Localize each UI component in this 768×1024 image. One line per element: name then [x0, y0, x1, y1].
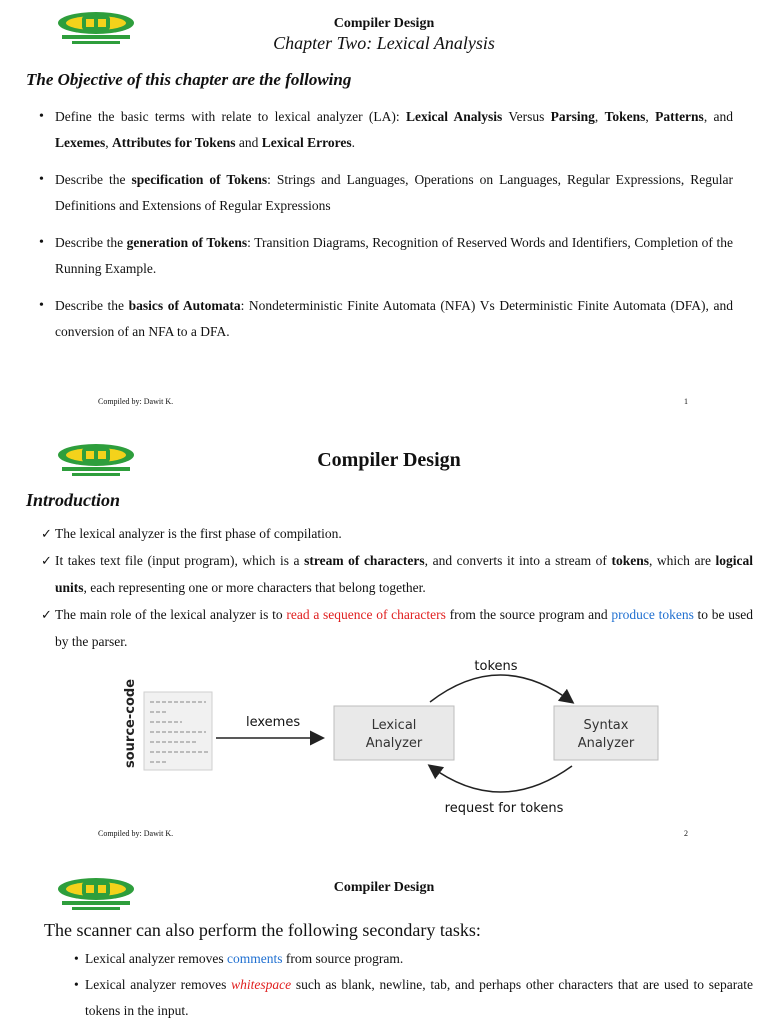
page-title: Compiler Design	[317, 449, 461, 471]
chapter-title: Chapter Two: Lexical Analysis	[273, 33, 495, 53]
page-number: 2	[684, 829, 688, 838]
lexical-analyzer-box	[334, 706, 454, 760]
list-item: • Lexical analyzer removes comments from source program.	[76, 946, 753, 972]
list-item: ✓ It takes text file (input program), which is a stream of characters, and converts it into a stream of tokens, which are logical units, each representing one or more characters that belong together.	[41, 547, 753, 601]
lexemes-label: lexemes	[246, 715, 301, 730]
objective-list	[36, 104, 733, 345]
tokens-label: tokens	[474, 659, 518, 674]
page-3	[0, 866, 768, 1024]
request-arrow	[430, 766, 572, 792]
lexical-analyzer-diagram	[112, 650, 672, 826]
list-item: ✓ The main role of the lexical analyzer is to read a sequence of characters from the source program and produce tokens to be used by the parser.	[41, 601, 753, 655]
lexical-analyzer-label: Lexical	[371, 718, 417, 733]
list-item: • Lexical analyzer removes whitespace such as blank, newline, tab, and perhaps other characters that are used to separate tokens in the input.	[76, 972, 753, 1024]
tokens-arrow	[430, 675, 572, 702]
check-icon: ✓	[41, 526, 52, 541]
source-code-box	[144, 692, 212, 770]
section-heading: The scanner can also perform the following secondary tasks:	[44, 920, 481, 940]
list-item: ✓ The lexical analyzer is the first phase of compilation.	[41, 520, 753, 547]
lexical-analyzer-label-2: Analyzer	[365, 736, 423, 751]
syntax-analyzer-box	[554, 706, 658, 760]
footer-author: Compiled by: Dawit K.	[98, 829, 174, 838]
intro-list	[41, 520, 753, 655]
syntax-analyzer-label-2: Analyzer	[577, 736, 635, 751]
check-icon: ✓	[41, 607, 52, 622]
source-code-label: source-code	[123, 678, 138, 768]
secondary-tasks-list	[76, 946, 753, 1024]
syntax-analyzer-label: Syntax	[583, 718, 629, 733]
page-2	[0, 434, 768, 854]
running-header: Compiler Design	[333, 880, 435, 895]
page-1	[0, 0, 768, 418]
running-header: Compiler Design	[333, 16, 435, 31]
objective-heading: The Objective of this chapter are the following	[26, 70, 352, 89]
footer-author: Compiled by: Dawit K.	[98, 397, 174, 406]
section-heading: Introduction	[26, 490, 121, 510]
list-item: • Describe the basics of Automata: Nondeterministic Finite Automata (NFA) Vs Deterministic Finite Automata (DFA), and conversion of an NFA to a DFA.	[36, 293, 733, 345]
check-icon: ✓	[41, 553, 52, 568]
request-label: request for tokens	[444, 801, 564, 816]
list-item: • Describe the generation of Tokens: Transition Diagrams, Recognition of Reserved Words and Identifiers, Completion of the Running Example.	[36, 230, 733, 282]
page-number: 1	[684, 397, 688, 406]
list-item: • Describe the specification of Tokens: Strings and Languages, Operations on Languages, Regular Expressions, Regular Definitions and Extensions of Regular Expressions	[36, 167, 733, 219]
list-item: • Define the basic terms with relate to lexical analyzer (LA): Lexical Analysis Versus Parsing, Tokens, Patterns, and Lexemes, Attributes for Tokens and Lexical Errores.	[36, 104, 733, 156]
